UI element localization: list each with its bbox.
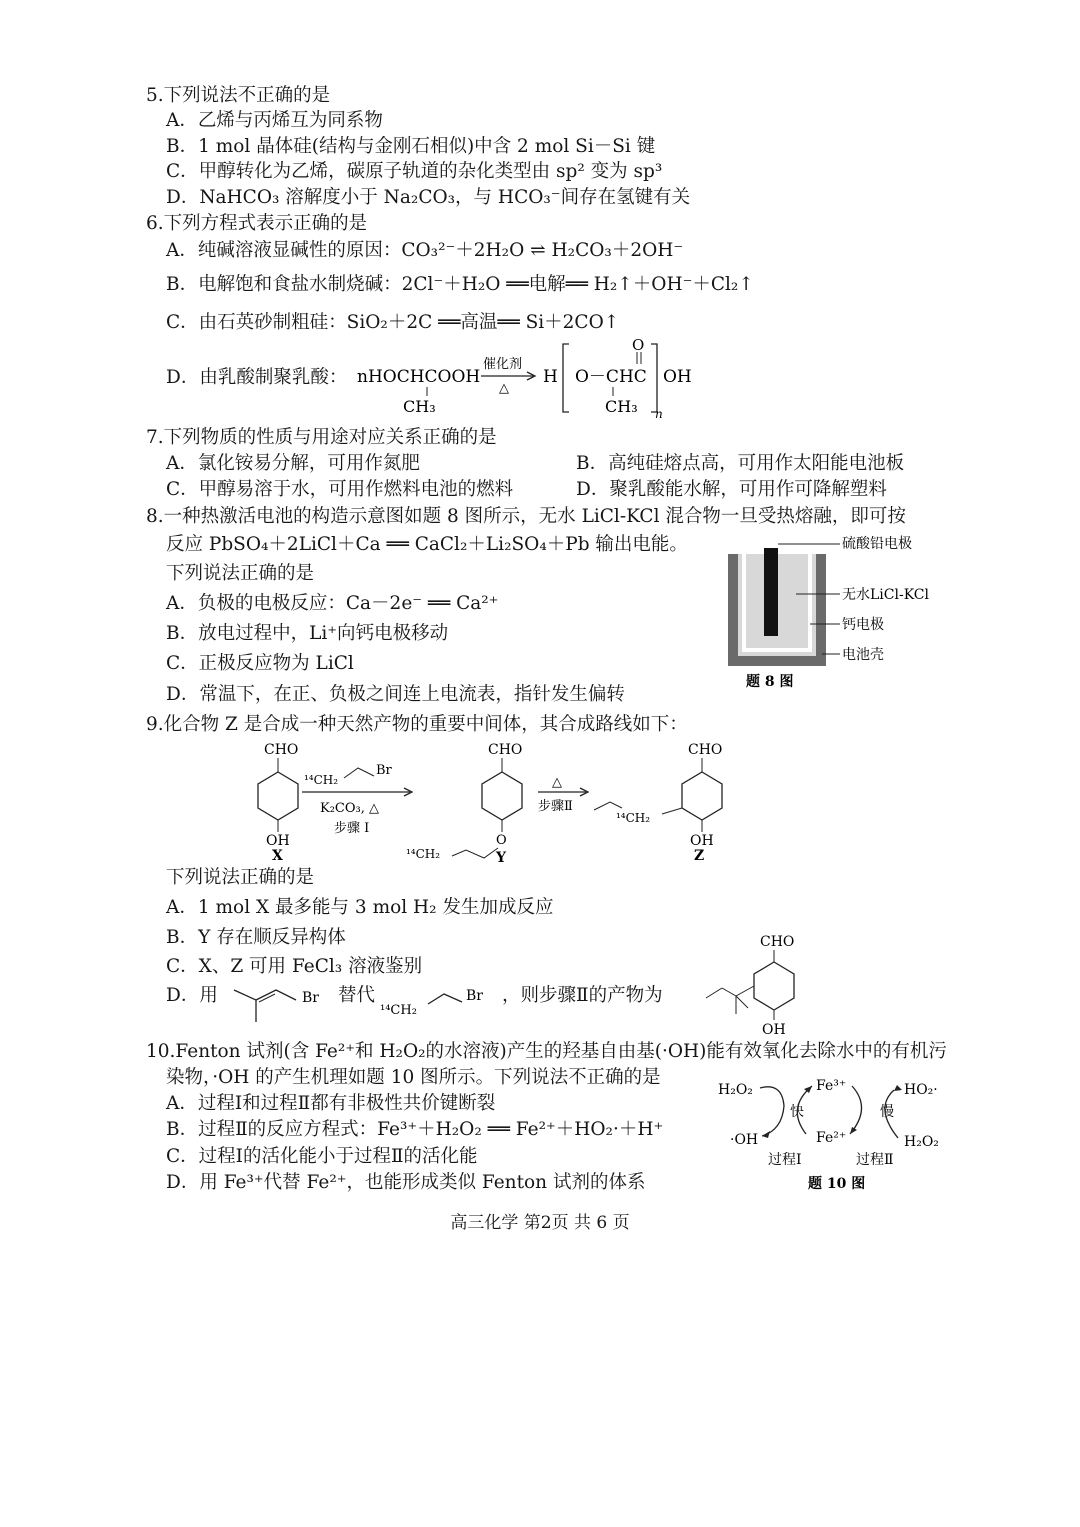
prenyl-br: Br <box>302 990 319 1006</box>
page-footer: 高三化学 第2页 共 6 页 <box>450 1213 630 1233</box>
label-battery-shell: 电池壳 <box>842 647 884 663</box>
heat-symbol: △ <box>499 381 509 396</box>
x-cho: CHO <box>264 742 299 758</box>
q10-stem-line1: 10.Fenton 试剂(含 Fe²⁺和 H₂O₂的水溶液)产生的羟基自由基(·OH)能有效氧化去除水中的有机污 <box>146 1041 947 1062</box>
q6-option-c: C．由石英砂制粗硅：SiO₂＋2C ══高温══ Si＋2CO↑ <box>166 312 620 333</box>
figure-8-caption: 题 8 图 <box>746 674 794 690</box>
prenyl-product-structure <box>700 932 810 1042</box>
lead-sulfate-electrode <box>764 548 778 636</box>
fig10-process2-label: 过程Ⅱ <box>856 1152 894 1168</box>
q10-stem-line2: 染物，·OH 的产生机理如题 10 图所示。下列说法不正确的是 <box>166 1067 661 1088</box>
x-benzene-ring <box>258 772 298 820</box>
polymer-n: n <box>655 407 663 420</box>
reagent-br: Br <box>376 763 392 778</box>
q5-stem: 5.下列说法不正确的是 <box>146 85 331 106</box>
q5-option-a: A．乙烯与丙烯互为同系物 <box>166 110 383 131</box>
catalyst-label: 催化剂 <box>483 357 523 372</box>
z-label: Z <box>694 848 705 864</box>
polymer-methyl: CH₃ <box>605 397 638 416</box>
step2-label: 步骤Ⅱ <box>538 799 573 814</box>
product-oh: OH <box>762 1022 786 1038</box>
q9-stem2: 下列说法正确的是 <box>166 867 315 888</box>
q6-option-a: A．纯碱溶液显碱性的原因：CO₃²⁻＋2H₂O ⇌ H₂CO₃＋2OH⁻ <box>166 240 684 261</box>
q9-option-a: A．1 mol X 最多能与 3 mol H₂ 发生加成反应 <box>166 897 554 918</box>
y-label: Y <box>496 850 506 866</box>
q6-option-d: D．由乳酸制聚乳酸： <box>166 367 348 388</box>
label-calcium-electrode: 钙电极 <box>842 617 884 633</box>
product-benzene-ring <box>754 962 794 1010</box>
polylactic-acid-equation <box>355 338 715 420</box>
product-cho: CHO <box>760 934 795 950</box>
reagent-ch2: ¹⁴CH₂ <box>304 773 339 787</box>
figure-10-caption: 题 10 图 <box>808 1176 866 1192</box>
label-lead-sulfate-electrode: 硫酸铅电极 <box>842 536 912 552</box>
z-oh: OH <box>690 833 714 849</box>
q9-option-d-replace: 替代 <box>338 985 376 1006</box>
q7-option-a: A．氯化铵易分解，可用作氮肥 <box>166 453 420 474</box>
polymer-oh: OH <box>663 367 692 387</box>
q9-option-c: C．X、Z 可用 FeCl₃ 溶液鉴别 <box>166 956 423 977</box>
fig10-fe2: Fe²⁺ <box>816 1130 847 1146</box>
battery-diagram <box>722 532 942 692</box>
q5-option-d: D．NaHCO₃ 溶解度小于 Na₂CO₃，与 HCO₃⁻间存在氢键有关 <box>166 187 691 208</box>
q5-option-c: C．甲醇转化为乙烯，碳原子轨道的杂化类型由 sp² 变为 sp³ <box>166 161 663 182</box>
y-benzene-ring <box>482 772 522 820</box>
prenyl-bromide-structure <box>226 980 336 1028</box>
q5-option-b: B．1 mol 晶体硅(结构与金刚石相似)中含 2 mol Si－Si 键 <box>166 136 656 157</box>
q8-option-c: C．正极反应物为 LiCl <box>166 653 354 674</box>
q7-option-d: D．聚乳酸能水解，可用作可降解塑料 <box>576 479 887 500</box>
lactic-acid-methyl: CH₃ <box>403 397 436 416</box>
fig10-process1-label: 过程Ⅰ <box>768 1152 802 1168</box>
step2-heat: △ <box>552 775 562 790</box>
polymer-h: H <box>543 367 558 387</box>
q10-option-b: B．过程Ⅱ的反应方程式：Fe³⁺＋H₂O₂ ══ Fe²⁺＋HO₂·＋H⁺ <box>166 1119 664 1140</box>
step1-label: 步骤 Ⅰ <box>334 821 370 836</box>
fig10-slow: 慢 <box>880 1104 894 1120</box>
q8-option-d: D．常温下，在正、负极之间连上电流表，指针发生偏转 <box>166 684 625 705</box>
lactic-acid-formula: nHOCHCOOH <box>357 367 481 387</box>
q6-option-b: B．电解饱和食盐水制烧碱：2Cl⁻＋H₂O ══电解══ H₂↑＋OH⁻＋Cl₂↑ <box>166 274 754 295</box>
q7-option-c: C．甲醇易溶于水，可用作燃料电池的燃料 <box>166 479 514 500</box>
q9-option-d-prefix: D．用 <box>166 985 218 1006</box>
carbonyl-o: O <box>632 338 645 354</box>
fig10-h2o2-right: H₂O₂ <box>904 1134 939 1150</box>
q8-stem-line3: 下列说法正确的是 <box>166 563 315 584</box>
x-oh: OH <box>266 833 290 849</box>
q10-option-d: D．用 Fe³⁺代替 Fe²⁺，也能形成类似 Fenton 试剂的体系 <box>166 1172 646 1193</box>
q7-option-b: B．高纯硅熔点高，可用作太阳能电池板 <box>576 453 905 474</box>
x-label: X <box>272 848 283 864</box>
polymer-chain: O－CHC <box>575 367 647 387</box>
q7-stem: 7.下列物质的性质与用途对应关系正确的是 <box>146 427 497 448</box>
fig10-oh: ·OH <box>730 1132 759 1148</box>
y-o: O <box>496 833 507 848</box>
fenton-mechanism-diagram <box>716 1068 948 1198</box>
q6-stem: 6.下列方程式表示正确的是 <box>146 213 368 234</box>
z-benzene-ring <box>682 772 722 820</box>
q10-option-a: A．过程Ⅰ和过程Ⅱ都有非极性共价键断裂 <box>166 1093 496 1114</box>
step1-conditions: K₂CO₃, △ <box>320 801 380 816</box>
q8-option-a: A．负极的电极反应：Ca－2e⁻ ══ Ca²⁺ <box>166 593 499 614</box>
q8-option-b: B．放电过程中，Li⁺向钙电极移动 <box>166 623 449 644</box>
fig10-arc-process1 <box>760 1087 784 1136</box>
synthesis-scheme <box>226 738 746 866</box>
y-ch2: ¹⁴CH₂ <box>406 847 441 861</box>
q8-stem-line2: 反应 PbSO₄＋2LiCl＋Ca ══ CaCl₂＋Li₂SO₄＋Pb 输出电能。 <box>166 534 688 555</box>
fig10-fast: 快 <box>790 1104 804 1120</box>
q9-option-d-suffix: ，则步骤Ⅱ的产物为 <box>502 985 663 1006</box>
allyl-ch2: ¹⁴CH₂ <box>380 1003 417 1018</box>
q9-option-b: B．Y 存在顺反异构体 <box>166 927 346 948</box>
fig10-fe3: Fe³⁺ <box>816 1078 847 1094</box>
labeled-allyl-bromide <box>378 980 498 1020</box>
z-cho: CHO <box>688 742 723 758</box>
q9-stem: 9.化合物 Z 是合成一种天然产物的重要中间体，其合成路线如下： <box>146 714 688 735</box>
y-cho: CHO <box>488 742 523 758</box>
label-licl-kcl: 无水LiCl-KCl <box>842 587 929 603</box>
allyl-br: Br <box>466 988 483 1004</box>
fig10-h2o2-left: H₂O₂ <box>718 1082 753 1098</box>
fig10-ho2: HO₂· <box>904 1082 938 1098</box>
q8-stem-line1: 8.一种热激活电池的构造示意图如题 8 图所示，无水 LiCl-KCl 混合物一旦受热熔融，即可按 <box>146 506 906 527</box>
z-ch2: ¹⁴CH₂ <box>616 811 651 825</box>
q10-option-c: C．过程Ⅰ的活化能小于过程Ⅱ的活化能 <box>166 1146 478 1167</box>
